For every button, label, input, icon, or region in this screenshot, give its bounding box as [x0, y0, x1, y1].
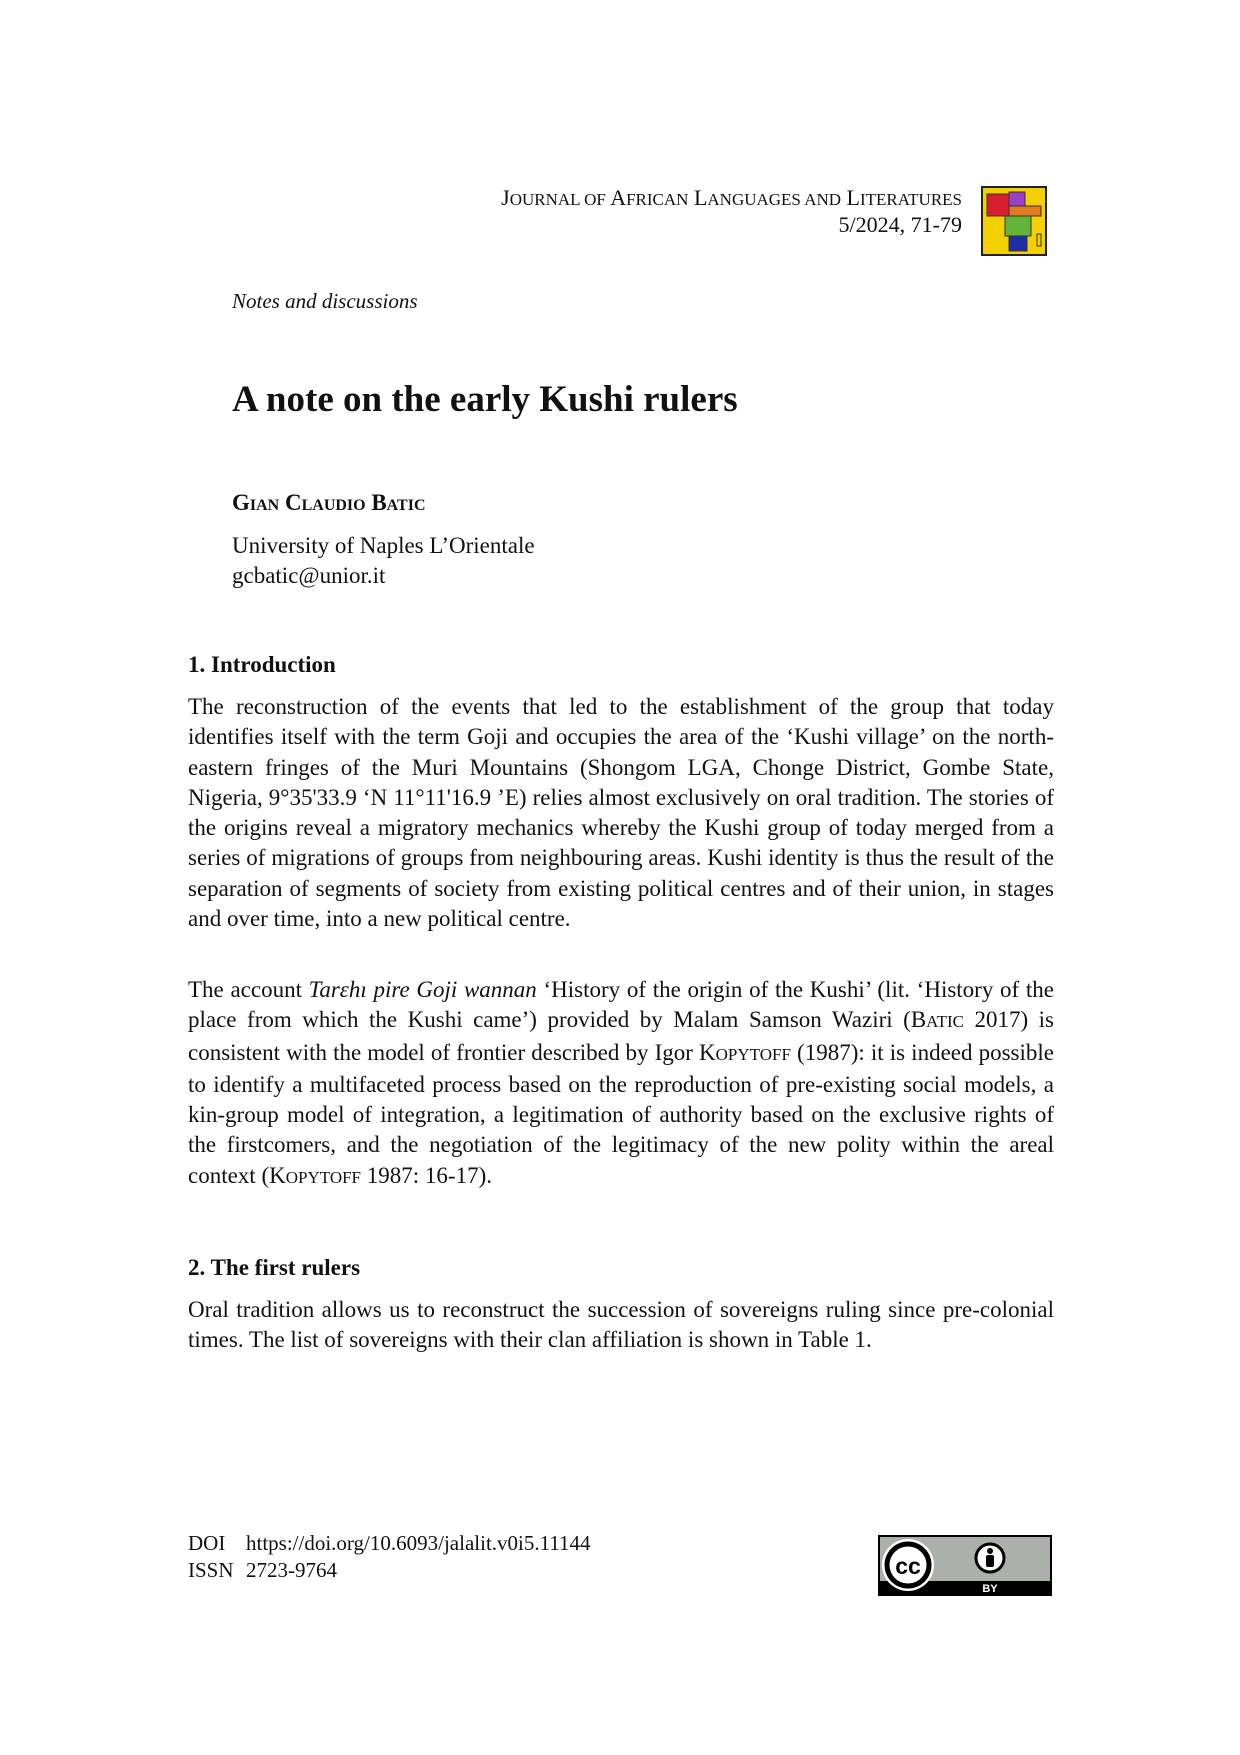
author-name: Gian Claudio Batic — [232, 490, 426, 515]
section-heading-first-rulers: 2. The first rulers — [188, 1255, 361, 1280]
cc-symbol-text: cc — [895, 1553, 921, 1579]
doi-line — [188, 1530, 591, 1557]
attribution-person-icon — [976, 1544, 1004, 1572]
by-label: BY — [982, 1583, 998, 1595]
citation-batic: BATIC — [910, 1007, 964, 1033]
issn-line — [188, 1557, 591, 1584]
introduction-paragraph-1: The reconstruction of the events that led to the establishment of the group that today identifies itself with the term Goji and occupies the area of the ‘Kushi village’ on the north-eastern fringes of the Muri Mountains (Shongom LGA, Chonge District, Gombe State, Nigeria, 9°35'33.9 ‘N 11°11'16.9 ’E) relies almost exclusively on oral tradition. The stories of the origins reveal a migratory mechanics whereby the Kushi group of today merged from a series of migrations of groups from neighbouring areas. Kushi identity is thus the result of the separation of segments of society from existing political centres and of their union, in stages and over time, into a new political centre. — [188, 694, 1054, 932]
section-heading-introduction: 1. Introduction — [188, 652, 336, 677]
author-university: University of Naples L’Orientale — [232, 533, 535, 558]
journal-issue: 5/2024, 71-79 — [838, 212, 962, 237]
source-title: Tarɛhı pire Goji wannan — [308, 977, 537, 1002]
issn-value: 2723-9764 — [246, 1558, 337, 1582]
doi-label: DOI — [188, 1531, 226, 1555]
author-affiliation — [232, 531, 535, 591]
author-email[interactable]: gcbatic@unior.it — [232, 563, 386, 588]
citation-kopytoff: KOPYTOFF — [699, 1039, 791, 1065]
first-rulers-paragraph: Oral tradition allows us to reconstruct the succession of sovereigns ruling since pre-colonial times. The list of sovereigns with their clan affiliation is shown in Table 1. — [188, 1297, 1054, 1353]
article-title: A note on the early Kushi rulers — [232, 379, 738, 420]
footer-identifiers — [188, 1530, 591, 1584]
journal-header — [0, 185, 962, 237]
journal-logo-icon — [981, 186, 1047, 256]
doi-link[interactable]: https://doi.org/10.6093/jalalit.v0i5.11144 — [246, 1531, 591, 1555]
cc-by-license-icon[interactable] — [878, 1535, 1052, 1596]
introduction-paragraph-2: The account Tarɛhı pire Goji wannan ‘History of the origin of the Kushi’ (lit. ‘History of the place from which the Kushi came’) provided by Malam Samson Waziri (BATIC 2017) is consistent with the model of frontier described by Igor KOPYTOFF (1987): it is indeed possible to identify a multifaceted process based on the reproduction of pre-existing social models, a kin-group model of integration, a legitimation of authority based on the exclusive rights of the firstcomers, and the negotiation of the legitimacy of the new polity within the areal context (KOPYTOFF 1987: 16-17). — [188, 977, 1055, 1188]
journal-name: JOURNAL OF AFRICAN LANGUAGES AND LITERATURES — [501, 185, 962, 210]
issn-label: ISSN — [188, 1558, 234, 1582]
section-type: Notes and discussions — [232, 289, 418, 313]
citation-kopytoff: KOPYTOFF — [269, 1162, 362, 1188]
